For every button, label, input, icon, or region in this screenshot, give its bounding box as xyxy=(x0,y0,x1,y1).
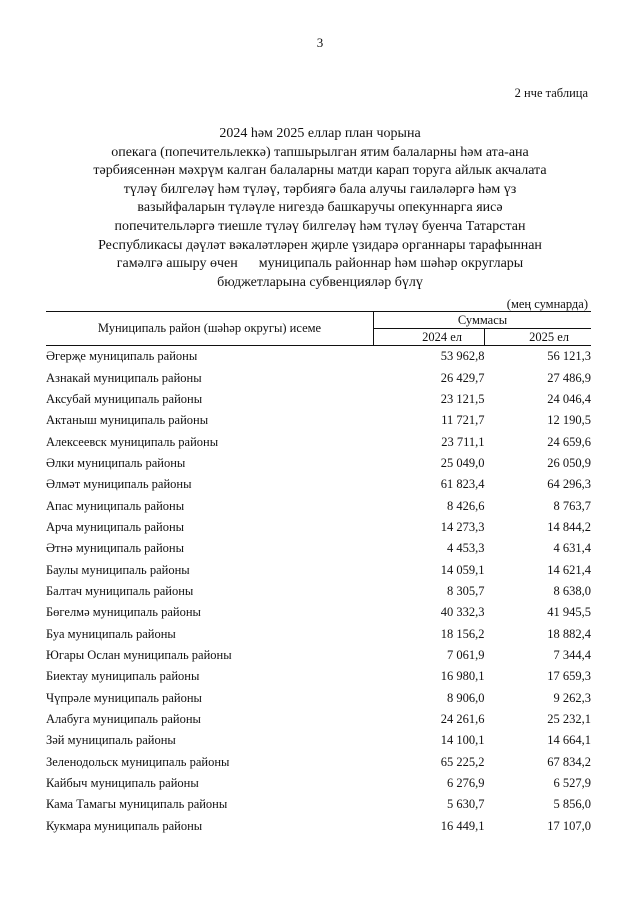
table-header xyxy=(46,312,591,346)
municipality-name: Әлки муниципаль районы xyxy=(46,455,186,470)
amount-2024: 8 305,7 xyxy=(447,583,485,598)
municipality-name: Балтач муниципаль районы xyxy=(46,583,194,598)
amount-2025: 26 050,9 xyxy=(547,455,591,470)
amount-2024: 14 100,1 xyxy=(440,733,485,748)
amount-2024: 14 273,3 xyxy=(440,519,485,534)
amount-2024: 18 156,2 xyxy=(440,626,485,641)
table-row xyxy=(46,709,591,730)
amount-2024: 7 061,9 xyxy=(447,647,485,662)
municipality-name: Аксубай муниципаль районы xyxy=(46,391,203,406)
municipality-name: Кайбыч муниципаль районы xyxy=(46,776,199,791)
subvention-table xyxy=(46,311,591,837)
amount-2024: 65 225,2 xyxy=(440,754,485,769)
municipality-name: Әгерҗе муниципаль районы xyxy=(46,349,198,364)
table-row xyxy=(46,474,591,495)
table-row xyxy=(46,581,591,602)
amount-2025: 64 296,3 xyxy=(547,477,591,492)
municipality-name: Апас муниципаль районы xyxy=(46,498,185,513)
units-note: (мең сумнарда) xyxy=(506,297,588,311)
amount-2025: 56 121,3 xyxy=(547,349,591,364)
municipality-name: Бөгелмә муниципаль районы xyxy=(46,605,201,620)
table-body xyxy=(46,346,591,837)
municipality-name: Алексеевск муниципаль районы xyxy=(46,434,219,449)
table-row xyxy=(46,389,591,410)
table-row xyxy=(46,794,591,815)
municipality-name: Зәй муниципаль районы xyxy=(46,733,176,748)
municipality-name: Әлмәт муниципаль районы xyxy=(46,477,192,492)
amount-2025: 41 945,5 xyxy=(547,605,591,620)
table-row xyxy=(46,730,591,751)
amount-2024: 23 711,1 xyxy=(441,434,485,449)
amount-2025: 17 107,0 xyxy=(547,818,591,833)
table-row xyxy=(46,538,591,559)
amount-2025: 9 262,3 xyxy=(553,690,591,705)
table-row xyxy=(46,517,591,538)
municipality-name: Алабуга муниципаль районы xyxy=(46,712,201,727)
table-row xyxy=(46,816,591,837)
document-title xyxy=(70,125,570,292)
title-line: 2024 һәм 2025 еллар план чорына xyxy=(219,126,421,141)
municipality-name: Буа муниципаль районы xyxy=(46,626,176,641)
title-line: Республикасы дәүләт вәкаләтләрен җирле үзидарә органнары тарафыннан xyxy=(98,237,542,253)
amount-2025: 17 659,3 xyxy=(547,669,591,684)
municipality-name: Актаныш муниципаль районы xyxy=(46,413,209,428)
table-row xyxy=(46,559,591,580)
amount-2025: 24 046,4 xyxy=(547,391,591,406)
municipality-name: Биектау муниципаль районы xyxy=(46,669,200,684)
title-line: опекага (попечительлеккә) тапшырылган ятим балаларны һәм ата-ана xyxy=(111,144,529,160)
amount-2024: 8 906,0 xyxy=(447,690,485,705)
amount-2025: 14 664,1 xyxy=(547,733,591,748)
header-municipality-name: Муниципаль район (шәһәр округы) исеме xyxy=(46,312,374,346)
table-row xyxy=(46,410,591,431)
municipality-name: Кукмара муниципаль районы xyxy=(46,818,203,833)
municipality-name: Югары Ослан муниципаль районы xyxy=(46,647,232,662)
table-row xyxy=(46,602,591,623)
amount-2025: 67 834,2 xyxy=(547,754,591,769)
title-line: бюджетларына субвенцияләр бүлү xyxy=(217,274,423,290)
header-year-2025: 2025 ел xyxy=(485,329,592,346)
amount-2025: 25 232,1 xyxy=(547,712,591,727)
title-line: тәрбиясеннән мәхрүм калган балаларны матди карап торуга айлык акчалата xyxy=(93,163,547,179)
title-line: попечительләргә тиешле түләү билгеләү һәм түләү буенча Татарстан xyxy=(114,218,526,234)
municipality-name: Кама Тамагы муниципаль районы xyxy=(46,797,228,812)
amount-2024: 24 261,6 xyxy=(440,712,485,727)
amount-2024: 53 962,8 xyxy=(440,349,485,364)
amount-2024: 40 332,3 xyxy=(440,605,485,620)
amount-2025: 14 621,4 xyxy=(547,562,591,577)
municipality-name: Зеленодольск муниципаль районы xyxy=(46,754,230,769)
amount-2024: 4 453,3 xyxy=(447,541,485,556)
amount-2024: 11 721,7 xyxy=(441,413,485,428)
title-line: гамәлгә ашыру өчен муниципаль районнар һәм шәһәр округлары xyxy=(116,256,524,272)
page-number: 3 xyxy=(316,35,324,50)
amount-2024: 5 630,7 xyxy=(447,797,485,812)
amount-2025: 27 486,9 xyxy=(547,370,591,385)
amount-2025: 8 638,0 xyxy=(553,583,591,598)
amount-2025: 6 527,9 xyxy=(553,776,591,791)
table-label: 2 нче таблица xyxy=(514,86,588,100)
table-row xyxy=(46,495,591,516)
amount-2025: 5 856,0 xyxy=(553,797,591,812)
amount-2024: 23 121,5 xyxy=(440,391,485,406)
header-year-2024: 2024 ел xyxy=(374,329,485,346)
amount-2025: 18 882,4 xyxy=(547,626,591,641)
amount-2024: 61 823,4 xyxy=(440,477,485,492)
amount-2024: 25 049,0 xyxy=(440,455,485,470)
municipality-name: Арча муниципаль районы xyxy=(46,519,185,534)
municipality-name: Баулы муниципаль районы xyxy=(46,562,190,577)
table-row xyxy=(46,773,591,794)
amount-2025: 8 763,7 xyxy=(553,498,591,513)
amount-2024: 6 276,9 xyxy=(447,776,485,791)
amount-2024: 8 426,6 xyxy=(447,498,485,513)
table-row xyxy=(46,666,591,687)
amount-2025: 14 844,2 xyxy=(547,519,591,534)
header-sums: Суммасы xyxy=(374,312,592,329)
amount-2025: 12 190,5 xyxy=(547,413,591,428)
table-row xyxy=(46,453,591,474)
amount-2025: 4 631,4 xyxy=(553,541,591,556)
table-row xyxy=(46,367,591,388)
table-row xyxy=(46,752,591,773)
table-row xyxy=(46,645,591,666)
table-row xyxy=(46,688,591,709)
amount-2025: 7 344,4 xyxy=(553,647,591,662)
table-row xyxy=(46,431,591,452)
amount-2024: 26 429,7 xyxy=(440,370,485,385)
municipality-name: Азнакай муниципаль районы xyxy=(46,370,202,385)
title-line: түләү билгеләү һәм түләү, тәрбиягә бала алучы гаиләләргә һәм үз xyxy=(123,181,517,197)
title-line: вазыйфаларын түләүле нигездә башкаручы опекуннарга яисә xyxy=(137,200,503,216)
municipality-name: Әтнә муниципаль районы xyxy=(46,541,185,556)
amount-2024: 16 449,1 xyxy=(440,818,485,833)
municipality-name: Чүпрәле муниципаль районы xyxy=(46,690,202,705)
amount-2024: 16 980,1 xyxy=(440,669,485,684)
amount-2025: 24 659,6 xyxy=(547,434,591,449)
table-row xyxy=(46,623,591,644)
table-row xyxy=(46,346,591,368)
amount-2024: 14 059,1 xyxy=(440,562,485,577)
